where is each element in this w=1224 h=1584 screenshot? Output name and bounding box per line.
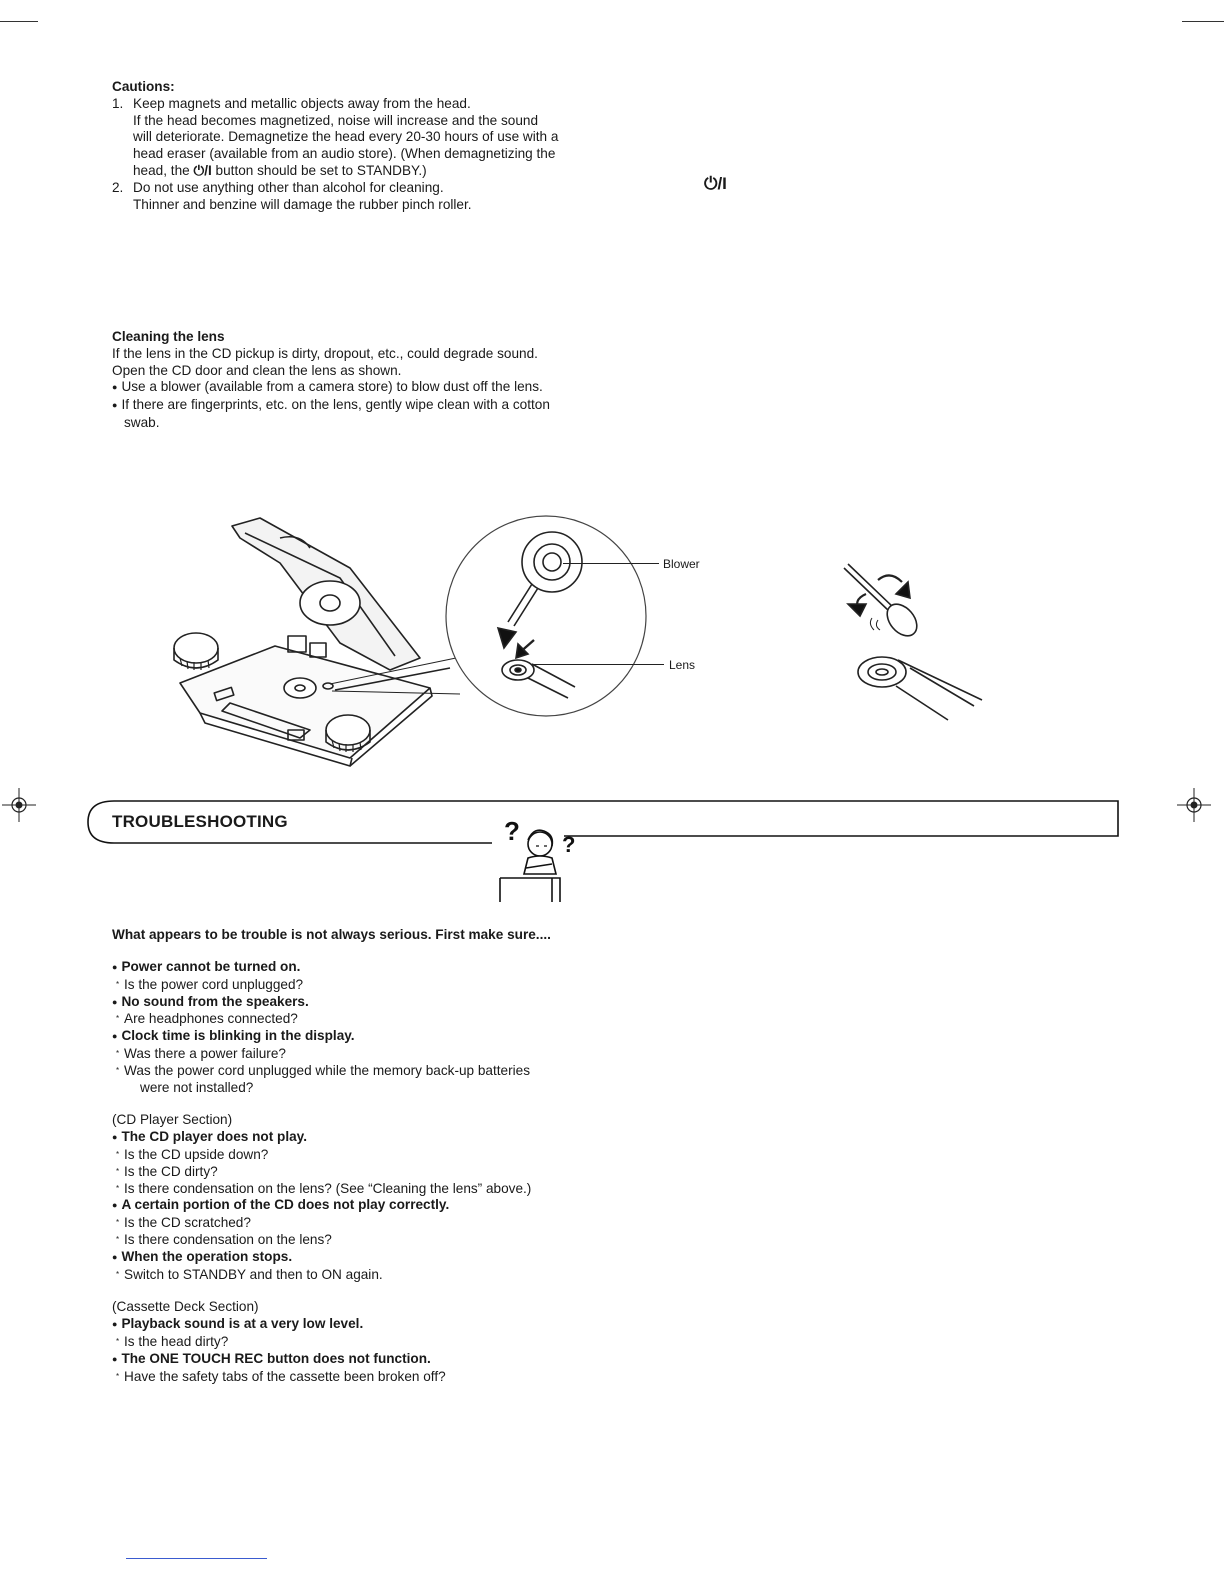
crop-mark-top-left xyxy=(0,21,38,22)
troubleshooting-list xyxy=(112,959,531,1385)
lens-label: Lens xyxy=(669,658,696,672)
check-item xyxy=(112,977,531,994)
troubleshooting-title: TROUBLESHOOTING xyxy=(112,812,288,831)
symptom-text: The CD player does not play. xyxy=(121,1129,308,1145)
lens-bullet-item xyxy=(112,379,550,397)
asterisk: * xyxy=(116,1149,120,1159)
caution-item-2 xyxy=(112,180,558,197)
symptom-item xyxy=(112,1028,531,1046)
check-text: Is the CD dirty? xyxy=(124,1163,218,1179)
symptom-text: The ONE TOUCH REC button does not function. xyxy=(121,1350,431,1366)
asterisk: * xyxy=(116,1269,120,1279)
lens-bullet-text: If there are fingerprints, etc. on the lens, gently wipe clean with a cotton xyxy=(121,397,550,413)
caution-text: head, the xyxy=(133,162,194,178)
cotton-swab-illustration xyxy=(838,560,988,730)
asterisk: * xyxy=(116,1014,120,1024)
crop-mark-top-right xyxy=(1182,21,1224,22)
crop-mark-bottom xyxy=(126,1558,267,1559)
registration-mark-right xyxy=(1177,788,1211,822)
check-text: Is the CD scratched? xyxy=(124,1215,251,1231)
symptom-item xyxy=(112,1249,531,1267)
caution-text: button should be set to STANDBY.) xyxy=(211,162,427,178)
asterisk: * xyxy=(116,1048,120,1058)
caution-text: Do not use anything other than alcohol for cleaning. xyxy=(133,179,444,195)
caution-item-number: 2. xyxy=(112,179,124,195)
check-item xyxy=(112,1232,531,1249)
lens-bullet-text: swab. xyxy=(124,414,160,430)
svg-text:?: ? xyxy=(504,816,520,846)
asterisk: * xyxy=(116,1234,120,1244)
check-text: Are headphones connected? xyxy=(124,1011,298,1027)
check-text: were not installed? xyxy=(140,1079,254,1095)
lens-bullet-item xyxy=(112,397,550,415)
blower-leader-line xyxy=(563,563,659,564)
cautions-section xyxy=(112,79,558,213)
power-standby-symbol: ⏻/I xyxy=(193,162,212,178)
check-item xyxy=(112,1369,531,1386)
caution-text-line xyxy=(112,163,558,180)
asterisk: * xyxy=(116,1166,120,1176)
asterisk: * xyxy=(116,1218,120,1228)
cleaning-lens-section xyxy=(112,329,550,432)
symptom-text: Playback sound is at a very low level. xyxy=(121,1316,364,1332)
caution-text: will deteriorate. Demagnetize the head every 20-30 hours of use with a xyxy=(133,129,559,145)
symptom-item xyxy=(112,959,531,977)
asterisk: * xyxy=(116,1371,120,1381)
check-text: Was there a power failure? xyxy=(124,1045,286,1061)
check-text: Is there condensation on the lens? xyxy=(124,1231,332,1247)
caution-text: If the head becomes magnetized, noise will increase and the sound xyxy=(133,112,539,128)
check-item xyxy=(112,1181,531,1198)
check-item xyxy=(112,1215,531,1232)
check-item xyxy=(112,1267,531,1284)
symptom-item xyxy=(112,1129,531,1147)
asterisk: * xyxy=(116,1065,120,1075)
caution-text: Thinner and benzine will damage the rubber pinch roller. xyxy=(133,196,472,212)
lens-text: Open the CD door and clean the lens as shown. xyxy=(112,362,402,378)
asterisk: * xyxy=(116,979,120,989)
check-text: Have the safety tabs of the cassette been broken off? xyxy=(124,1368,446,1384)
svg-text:?: ? xyxy=(562,832,576,857)
symptom-text: Clock time is blinking in the display. xyxy=(121,1028,355,1044)
check-text: Is the CD upside down? xyxy=(124,1146,269,1162)
symptom-text: Power cannot be turned on. xyxy=(121,959,301,974)
check-text: Is the head dirty? xyxy=(124,1333,229,1349)
lens-text: If the lens in the CD pickup is dirty, dropout, etc., could degrade sound. xyxy=(112,345,538,361)
symptom-item xyxy=(112,994,531,1012)
caution-text: Keep magnets and metallic objects away from the head. xyxy=(133,95,471,111)
asterisk: * xyxy=(116,1183,120,1193)
check-item xyxy=(112,1063,531,1080)
power-standby-symbol: ⏻/I xyxy=(704,174,727,193)
cd-section-heading: (CD Player Section) xyxy=(112,1112,233,1128)
symptom-text: When the operation stops. xyxy=(121,1248,293,1264)
check-text: Is there condensation on the lens? (See “Cleaning the lens” above.) xyxy=(124,1180,532,1196)
lens-leader-line xyxy=(534,664,664,665)
confused-person-illustration xyxy=(494,812,584,904)
symptom-item xyxy=(112,1316,531,1334)
check-text: Switch to STANDBY and then to ON again. xyxy=(124,1266,383,1282)
check-text: Was the power cord unplugged while the memory back-up batteries xyxy=(124,1062,531,1078)
blower-label: Blower xyxy=(663,557,700,571)
cd-unit-illustration xyxy=(160,508,460,768)
caution-item-number: 1. xyxy=(112,95,124,111)
asterisk: * xyxy=(116,1336,120,1346)
symptom-item xyxy=(112,1351,531,1369)
check-item xyxy=(112,1147,531,1164)
caution-item-1 xyxy=(112,96,558,113)
caution-text: head eraser (available from an audio store). (When demagnetizing the xyxy=(133,146,556,162)
check-item xyxy=(112,1334,531,1351)
check-item xyxy=(112,1046,531,1063)
lens-bullet-text: Use a blower (available from a camera store) to blow dust off the lens. xyxy=(121,379,543,395)
symptom-text: No sound from the speakers. xyxy=(121,993,309,1009)
check-item xyxy=(112,1011,531,1028)
check-item xyxy=(112,1164,531,1181)
registration-mark-left xyxy=(2,788,36,822)
lens-magnifier-illustration xyxy=(440,512,660,722)
cassette-section-heading: (Cassette Deck Section) xyxy=(112,1299,259,1315)
troubleshooting-intro: What appears to be trouble is not always serious. First make sure.... xyxy=(112,927,551,942)
cautions-heading: Cautions: xyxy=(112,79,175,94)
cleaning-lens-heading: Cleaning the lens xyxy=(112,329,225,344)
symptom-text: A certain portion of the CD does not play correctly. xyxy=(121,1197,450,1213)
check-text: Is the power cord unplugged? xyxy=(124,976,304,992)
symptom-item xyxy=(112,1197,531,1215)
